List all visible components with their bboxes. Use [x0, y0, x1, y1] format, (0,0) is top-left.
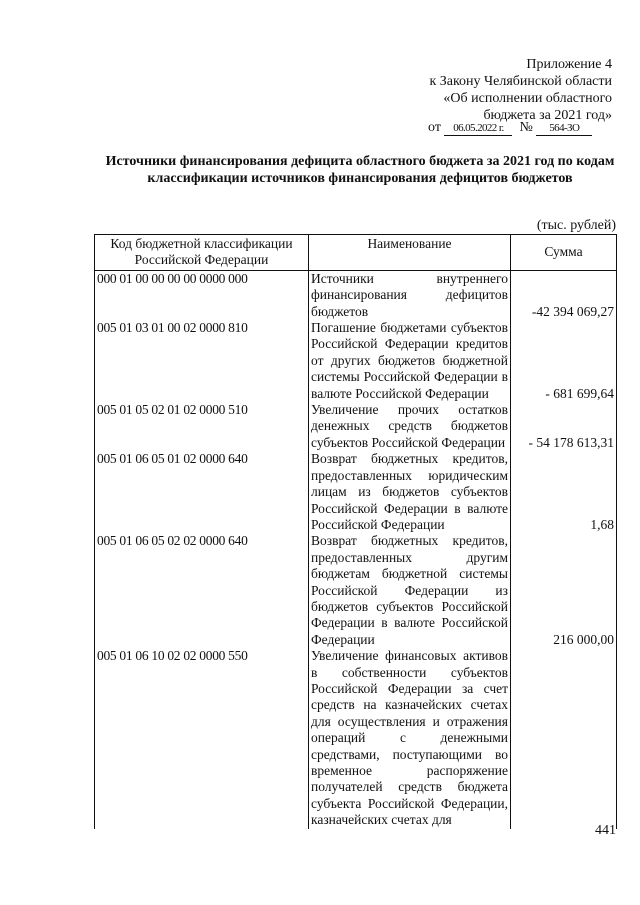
header-code: Код бюджетной классификации Российской Федерации [95, 235, 309, 271]
financing-sources-table [94, 234, 617, 829]
appendix-law-name-1: «Об исполнении областного [443, 91, 612, 106]
header-amount: Сумма [511, 235, 617, 271]
appendix-block [352, 56, 612, 124]
date-prefix: от [428, 120, 441, 135]
row-code: 005 01 06 05 02 02 0000 640 [95, 533, 309, 648]
page-number: 441 [595, 823, 616, 838]
row-amount: - 54 178 613,31 [511, 402, 617, 451]
units-label: (тыс. рублей) [536, 218, 616, 233]
row-name: Возврат бюджетных кредитов, предоставленных другим бюджетам бюджетной системы Российской Федерации из бюджетов субъектов Российской Федерации в валюте Российской Федерации [309, 533, 511, 648]
row-code: 005 01 06 10 02 02 0000 550 [95, 648, 309, 828]
appendix-law-name-2: бюджета за 2021 год» [483, 108, 612, 123]
row-name: Возврат бюджетных кредитов, предоставленных юридическим лицам из бюджетов субъектов Российской Федерации в валюте Российской Федерации [309, 451, 511, 533]
header-name: Наименование [309, 235, 511, 271]
number-prefix: № [519, 120, 533, 135]
table-row [95, 270, 617, 320]
row-code: 005 01 06 05 01 02 0000 640 [95, 451, 309, 533]
table-row [95, 533, 617, 648]
law-date-line [428, 120, 618, 136]
table-row [95, 402, 617, 451]
table-row [95, 451, 617, 533]
row-name: Источники внутреннего финансирования дефицитов бюджетов [309, 270, 511, 320]
row-name: Увеличение финансовых активов в собственности субъектов Российской Федерации за счет средств на казначейских счетах для осуществления и отражения операций с денежными средствами, поступающими во временное распоряжение получателей средств бюджета субъекта Российской Федерации, казначейских счетах для [309, 648, 511, 828]
row-amount: 216 000,00 [511, 533, 617, 648]
row-amount: -42 394 069,27 [511, 270, 617, 320]
row-name: Погашение бюджетами субъектов Российской Федерации кредитов от других бюджетов бюджетной системы Российской Федерации в валюте Российской Федерации [309, 320, 511, 402]
table-header-row [95, 235, 617, 271]
law-date: 06.05.2022 г. [444, 122, 512, 136]
table-row [95, 320, 617, 402]
appendix-law-reference: к Закону Челябинской области [429, 74, 612, 89]
row-code: 005 01 03 01 00 02 0000 810 [95, 320, 309, 402]
table-row [95, 648, 617, 828]
appendix-title: Приложение 4 [526, 57, 612, 72]
row-amount: 1,68 [511, 451, 617, 533]
row-name: Увеличение прочих остатков денежных средств бюджетов субъектов Российской Федерации [309, 402, 511, 451]
row-code: 000 01 00 00 00 00 0000 000 [95, 270, 309, 320]
law-number: 564-ЗО [536, 122, 592, 136]
row-amount [511, 648, 617, 828]
document-title: Источники финансирования дефицита областного бюджета за 2021 год по кодам классификации источников финансирования дефицитов бюджетов [105, 154, 615, 186]
row-amount: - 681 699,64 [511, 320, 617, 402]
row-code: 005 01 05 02 01 02 0000 510 [95, 402, 309, 451]
